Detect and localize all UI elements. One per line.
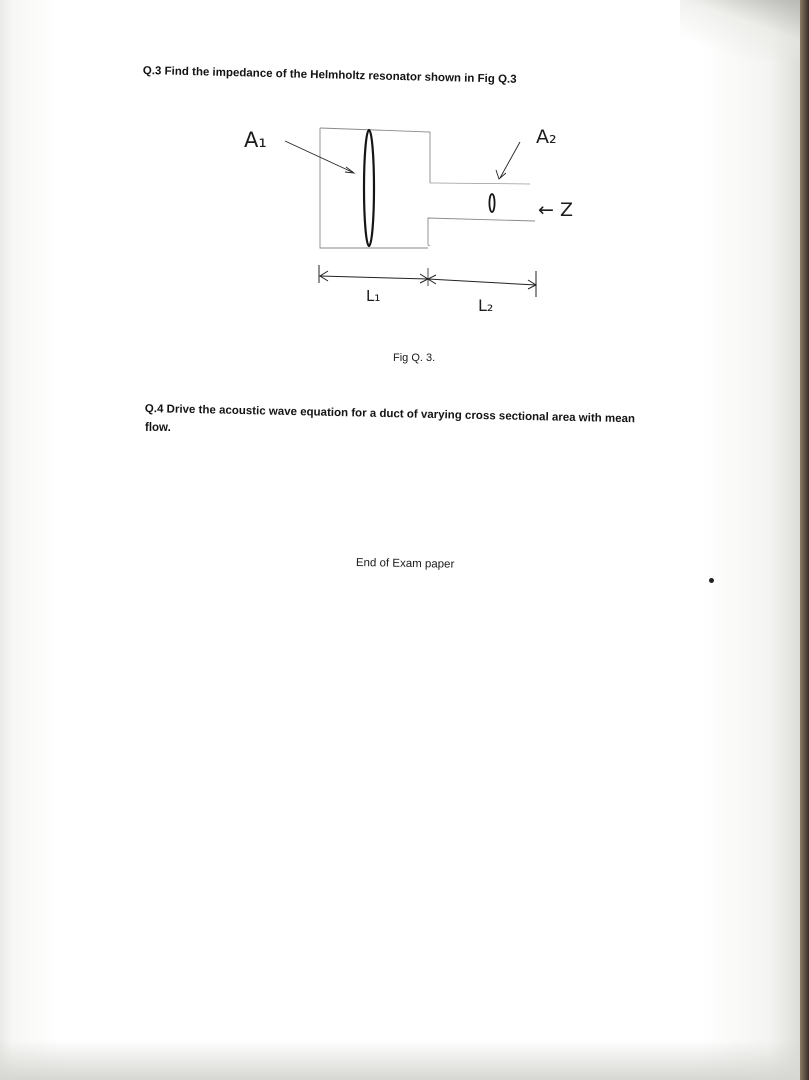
a2-pointer-line: [500, 142, 520, 178]
neck-upper-wall: [430, 183, 530, 184]
question-3-number: Q.3: [142, 65, 162, 78]
cavity-outline-upper: [320, 128, 535, 246]
a1-pointer-arrowhead: [345, 167, 354, 173]
area-a1-ellipse: [364, 130, 374, 246]
label-z: ← Z: [538, 199, 573, 221]
question-3-text: Find the impedance of the Helmholtz resonator shown in Fig Q.3: [164, 65, 517, 86]
label-l2: L₂: [478, 296, 494, 315]
helmholtz-resonator-figure: [230, 115, 630, 315]
question-4-text-line1: Drive the acoustic wave equation for a duct of varying cross sectional area with mean: [166, 403, 636, 426]
figure-caption: Fig Q. 3.: [393, 352, 436, 364]
question-4-text-line2: flow.: [145, 422, 171, 434]
a2-pointer-arrowhead: [496, 170, 506, 179]
area-a2-ellipse: [489, 194, 494, 212]
page-bottom-shadow: [0, 1040, 800, 1080]
label-l1: L₁: [366, 287, 381, 305]
label-a2: A₂: [536, 126, 557, 148]
question-4-number: Q.4: [144, 403, 164, 416]
background-edge: [800, 0, 809, 1080]
question-4: [145, 403, 635, 425]
ink-dot: [709, 578, 714, 583]
label-a1: A₁: [244, 128, 267, 152]
page-corner-shadow: [680, 0, 800, 60]
a1-pointer-line: [285, 141, 352, 172]
end-of-exam-text: End of Exam paper: [355, 557, 455, 571]
question-3: [143, 65, 517, 86]
